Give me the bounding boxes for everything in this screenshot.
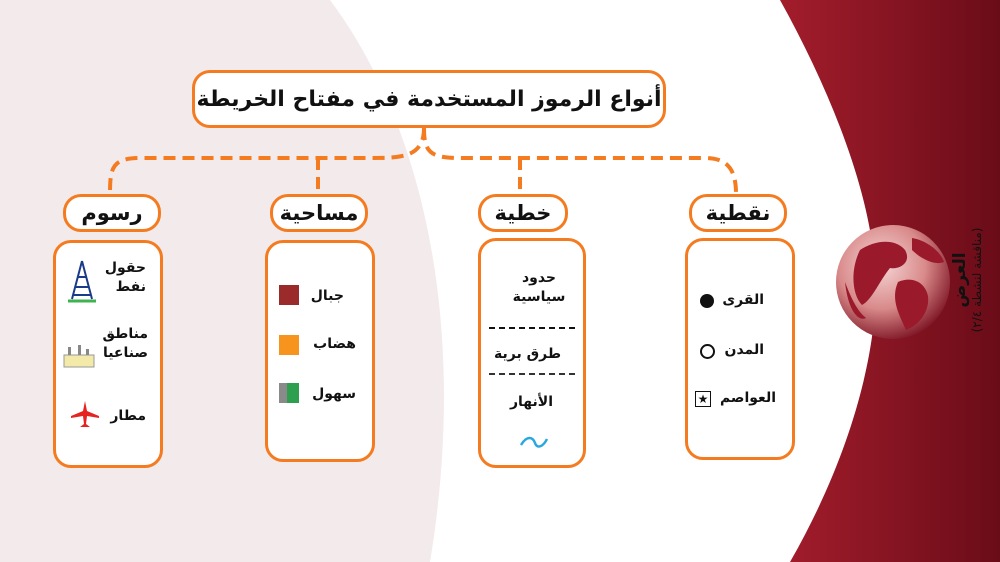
side-caption [950, 210, 1000, 350]
legend-label-borders: حدود سياسية [512, 270, 566, 305]
mountains-swatch [279, 285, 299, 305]
side-title: العرض [950, 252, 970, 308]
filled-circle-icon [700, 294, 714, 308]
panel-pictorial [53, 240, 163, 468]
legend-label-oil-fields: حقول نفط [104, 260, 146, 295]
legend-label-rivers: الأنهار [509, 394, 553, 410]
factory-icon [62, 343, 96, 369]
border-line-symbol [489, 327, 575, 329]
legend-label-cities: المدن [724, 342, 764, 358]
diagram-title: أنواع الرموز المستخدمة في مفتاح الخريطة [192, 70, 666, 128]
open-circle-icon [700, 344, 715, 359]
category-point: نقطية [689, 194, 787, 232]
legend-label-roads: طرق برية [494, 346, 561, 362]
plateaus-swatch [279, 335, 299, 355]
star-in-square-icon: ★ [695, 391, 711, 407]
airplane-icon [68, 399, 102, 429]
side-subtitle: (مناقشة لنشطة ٢/٤) [970, 227, 984, 333]
road-line-symbol [489, 373, 575, 375]
plains-swatch [279, 383, 299, 403]
category-area: مساحية [270, 194, 368, 232]
oil-derrick-icon [66, 259, 98, 303]
legend-label-mountains: جبال [310, 288, 344, 304]
legend-label-industrial: مناطق صناعيا [102, 326, 148, 361]
legend-label-plateaus: هضاب [313, 336, 356, 352]
panel-point [685, 238, 795, 460]
legend-label-capitals: العواصم [719, 390, 776, 406]
panel-area [265, 240, 375, 462]
river-symbol [519, 431, 549, 453]
category-pictorial: رسوم [63, 194, 161, 232]
globe-icon [836, 225, 950, 339]
panel-line [478, 238, 586, 468]
legend-label-airport: مطار [110, 408, 146, 424]
legend-label-plains: سهول [312, 386, 356, 402]
category-line: خطية [478, 194, 568, 232]
legend-label-villages: القرى [722, 292, 764, 308]
